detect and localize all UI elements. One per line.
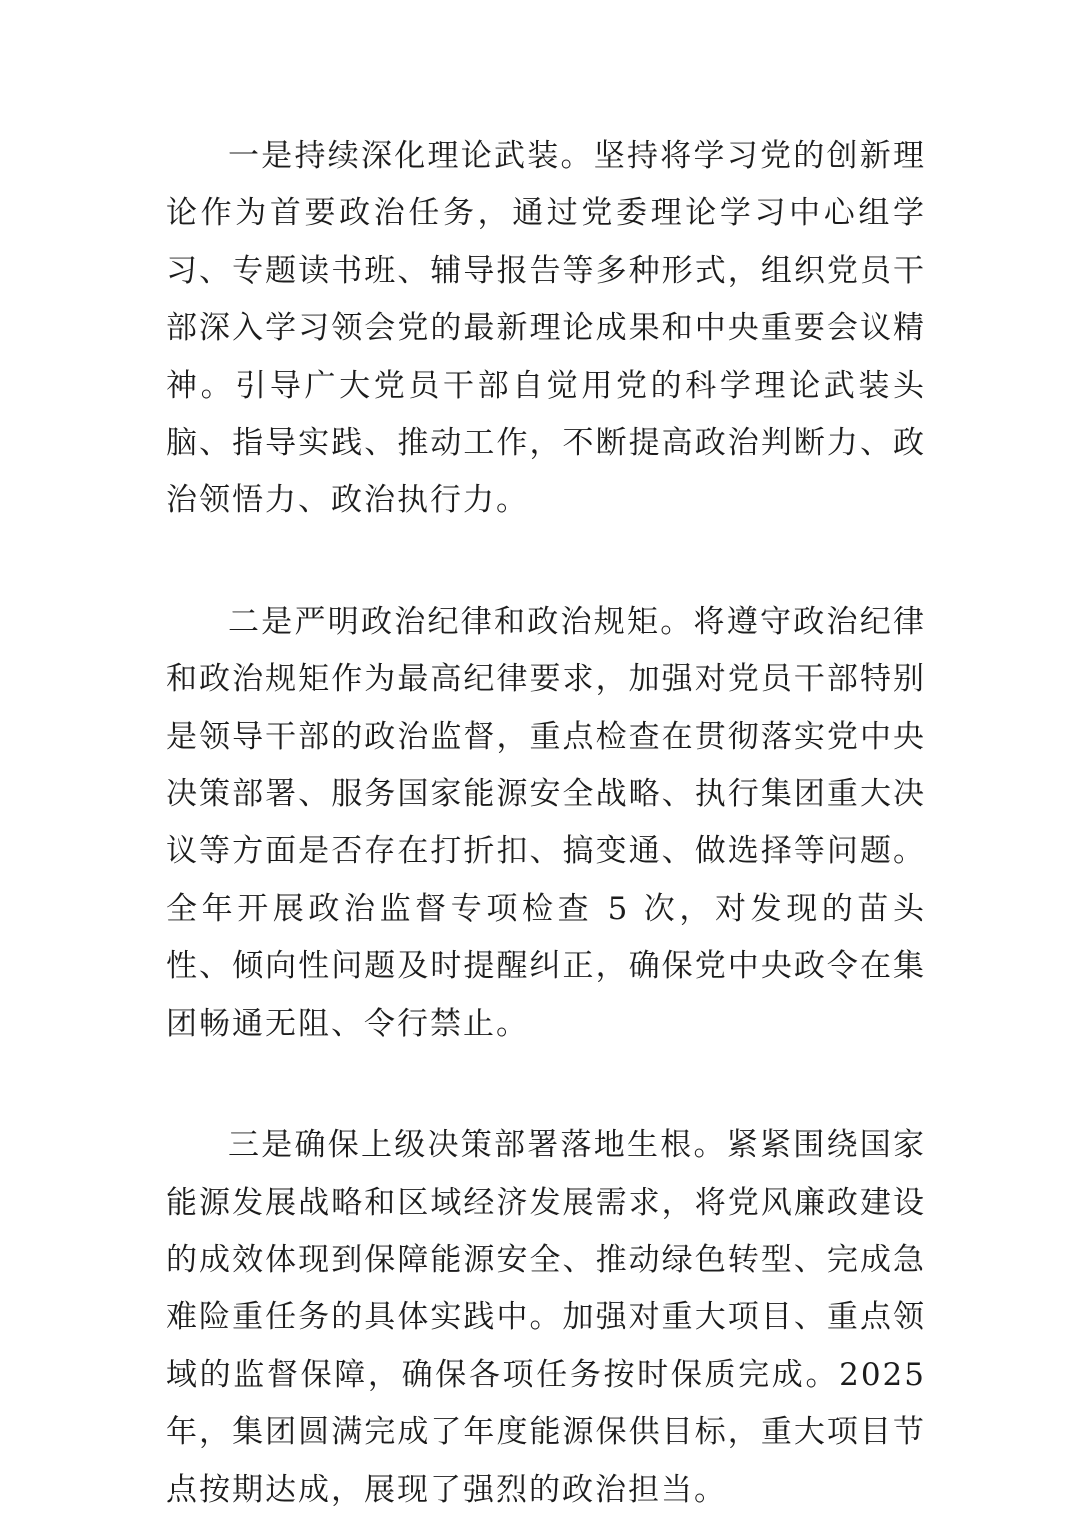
document-body bbox=[166, 128, 926, 1519]
paragraph-political-discipline: 二是严明政治纪律和政治规矩。将遵守政治纪律和政治规矩作为最高纪律要求，加强对党员干部特别是领导干部的政治监督，重点检查在贯彻落实党中央决策部署、服务国家能源安全战略、执行集团重大决议等方面是否存在打折扣、搞变通、做选择等问题。全年开展政治监督专项检查 5 次，对发现的苗头性、倾向性问题及时提醒纠正，确保党中央政令在集团畅通无阻、令行禁止。 bbox=[166, 603, 926, 1042]
paragraph-theory-study: 一是持续深化理论武装。坚持将学习党的创新理论作为首要政治任务，通过党委理论学习中心组学习、专题读书班、辅导报告等多种形式，组织党员干部深入学习领会党的最新理论成果和中央重要会议精神。引导广大党员干部自觉用党的科学理论武装头脑、指导实践、推动工作，不断提高政治判断力、政治领悟力、政治执行力。 bbox=[166, 138, 926, 519]
paragraph-policy-implementation: 三是确保上级决策部署落地生根。紧紧围绕国家能源发展战略和区域经济发展需求，将党风廉政建设的成效体现到保障能源安全、推动绿色转型、完成急难险重任务的具体实践中。加强对重大项目、重点领域的监督保障，确保各项任务按时保质完成。2025 年，集团圆满完成了年度能源保供目标，重大项目节点按期达成，展现了强烈的政治担当。 bbox=[166, 1127, 926, 1508]
